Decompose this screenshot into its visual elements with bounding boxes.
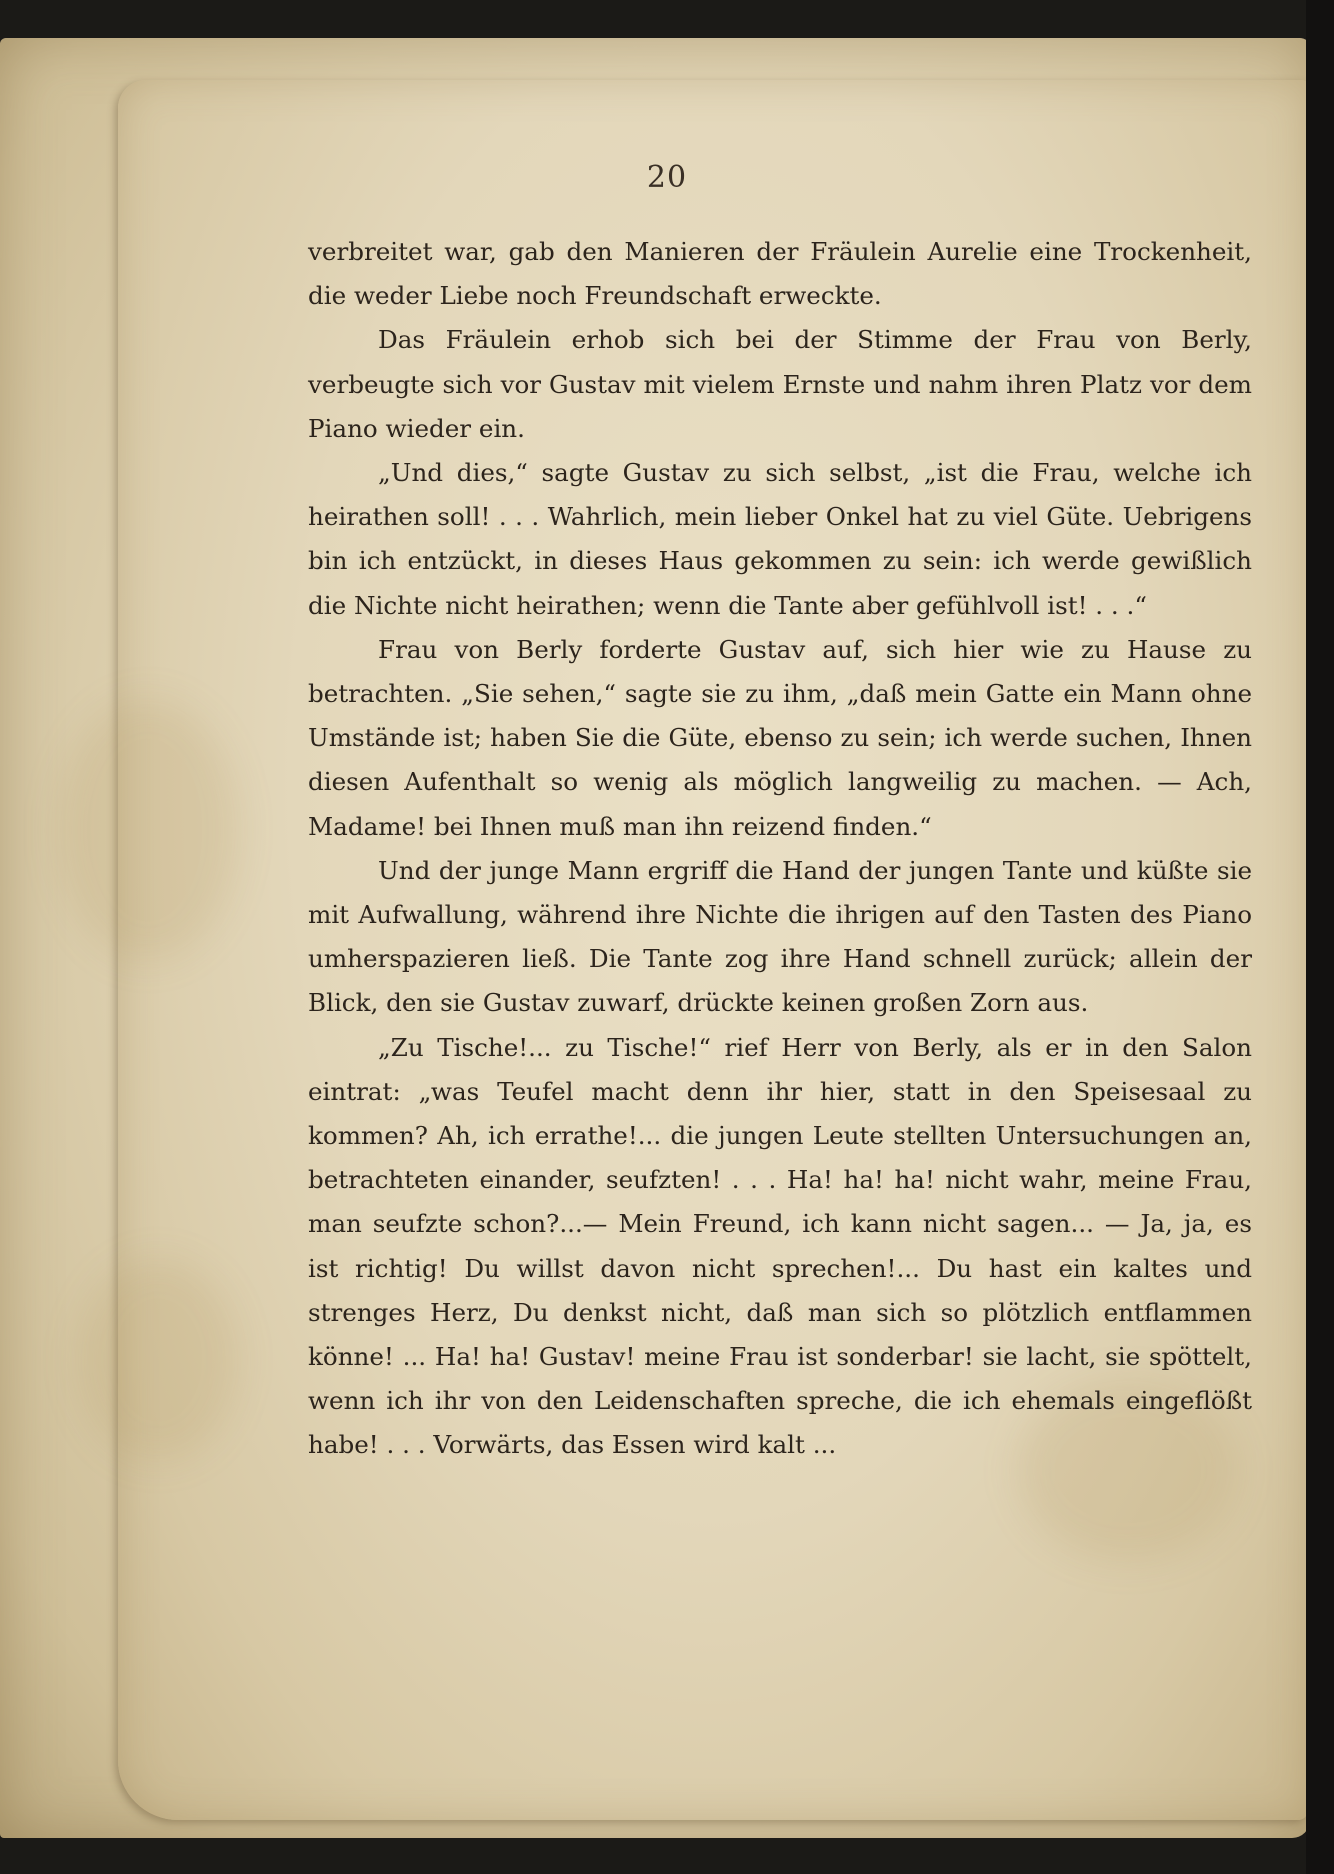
paragraph: Und der junge Mann ergriff die Hand der jungen Tante und küßte sie mit Aufwallung, während ihre Nichte die ihrigen auf den Tasten des Piano umherspazieren ließ. Die Tante zog ihre Hand schnell zurück; allein der Blick, den sie Gustav zuwarf, drückte keinen großen Zorn aus.: [308, 855, 1252, 1018]
page-number: 20: [646, 160, 688, 195]
paper-stain: [58, 700, 238, 960]
body-text: [308, 230, 1252, 1468]
paragraph: „Zu Tische!... zu Tische!“ rief Herr von Berly, als er in den Salon eintrat: „was Teufel macht denn ihr hier, statt in den Speisesaal zu kommen? Ah, ich errathe!... die jungen Leute stellten Untersuchungen an, betrachteten einander, seufzten! . . . Ha! ha! ha! nicht wahr, meine Frau, man seufzte schon?...— Mein Freund, ich kann nicht sagen... — Ja, ja, es ist richtig! Du willst davon nicht sprechen!... Du hast ein kaltes und strenges Herz, Du denkst nicht, daß man sich so plötzlich entflammen könne! ... Ha! ha! Gustav! meine Frau ist sonderbar! sie lacht, sie spöttelt, wenn ich ihr von den Leidenschaften spreche, die ich ehemals eingeflößt habe! . . . Vorwärts, das Essen wird kalt ...: [308, 1032, 1252, 1460]
scan-border: [1306, 0, 1334, 1874]
paragraph: „Und dies,“ sagte Gustav zu sich selbst, „ist die Frau, welche ich heirathen soll! . . . Wahrlich, mein lieber Onkel hat zu viel Güte. Uebrigens bin ich entzückt, in dieses Haus gekommen zu sein: ich werde gewißlich die Nichte nicht heirathen; wenn die Tante aber gefühlvoll ist! . . .“: [308, 458, 1252, 620]
paragraph: Das Fräulein erhob sich bei der Stimme der Frau von Berly, verbeugte sich vor Gustav mit vielem Ernste und nahm ihren Platz vor dem Piano wieder ein.: [308, 325, 1252, 443]
paper-stain: [78, 1260, 238, 1460]
paragraph: Frau von Berly forderte Gustav auf, sich hier wie zu Hause zu betrachten. „Sie sehen,“ sagte sie zu ihm, „daß mein Gatte ein Mann ohne Umstände ist; haben Sie die Güte, ebenso zu sein; ich werde suchen, Ihnen diesen Aufenthalt so wenig als möglich langweilig zu machen. — Ach, Madame! bei Ihnen muß man ihn reizend finden.“: [308, 634, 1252, 841]
paragraph: verbreitet war, gab den Manieren der Fräulein Aurelie eine Trockenheit, die weder Liebe noch Freundschaft erweckte.: [308, 237, 1252, 311]
